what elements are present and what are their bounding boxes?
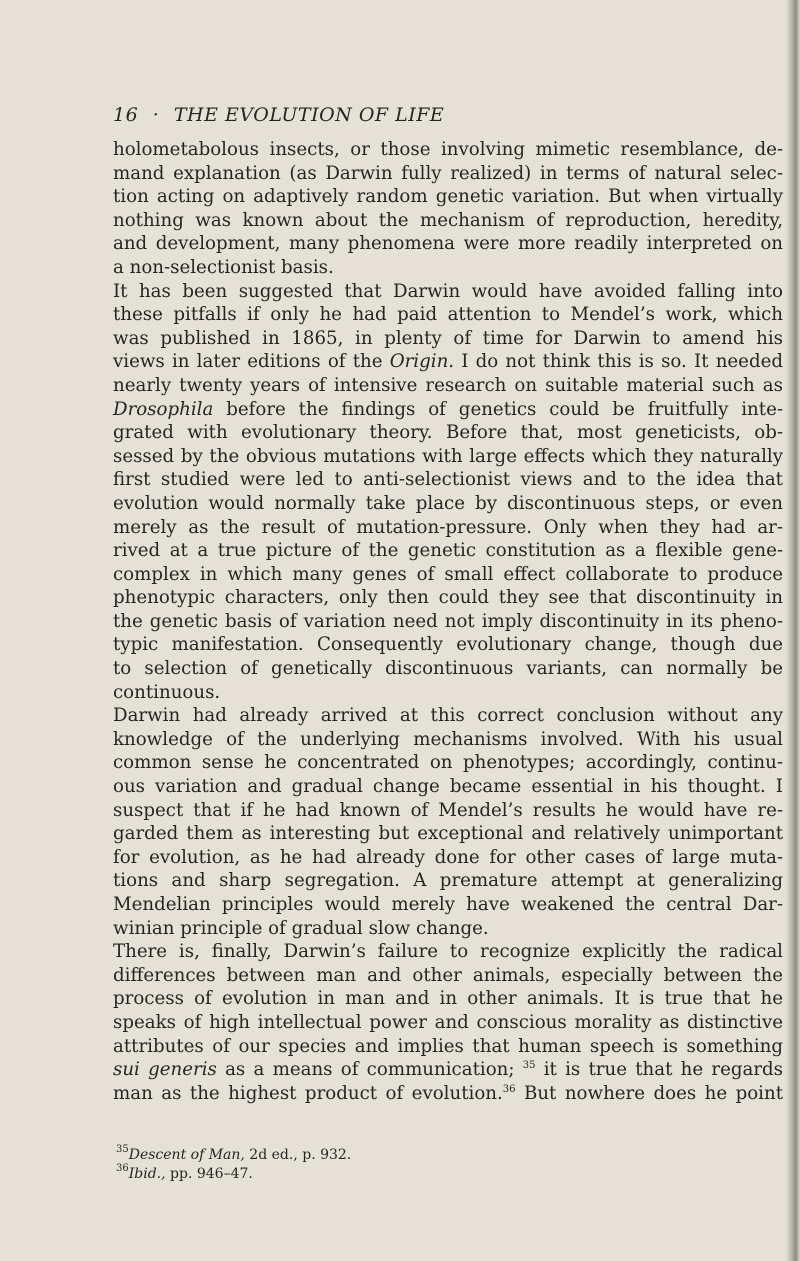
text-line: [113, 516, 783, 540]
text-line: [113, 822, 783, 846]
text-run: these pitfalls if only he had paid attention to Mendel’s work, which: [113, 304, 783, 326]
body-text: [113, 138, 783, 1105]
text-run: views in later editions of the: [113, 351, 390, 373]
footnote-35: [116, 1146, 351, 1164]
text-line: [113, 256, 783, 280]
footnote-text: pp. 946–47.: [165, 1166, 253, 1182]
running-header: [113, 104, 444, 126]
text-run: and development, many phenomena were more readily interpreted on: [113, 233, 783, 255]
text-run: for evolution, as he had already done for other cases of large muta-: [113, 846, 783, 868]
text-line: [113, 893, 783, 917]
text-run: sessed by the obvious mutations with large effects which they naturally: [113, 445, 783, 467]
text-line: [113, 940, 783, 964]
running-title: THE EVOLUTION OF LIFE: [173, 104, 445, 126]
text-line: [113, 846, 783, 870]
text-run: nearly twenty years of intensive research on suitable material such as: [113, 374, 783, 396]
text-run: as a means of communication;: [216, 1059, 523, 1081]
text-run: complex in which many genes of small effect collaborate to produce: [113, 563, 783, 585]
text-run: merely as the result of mutation-pressure. Only when they had ar-: [113, 516, 783, 538]
footnote-title: Descent of Man,: [128, 1147, 245, 1163]
header-separator: ·: [152, 104, 160, 126]
text-run: evolution would normally take place by discontinuous steps, or even: [113, 492, 783, 514]
text-line: [113, 350, 783, 374]
text-line: [113, 1011, 783, 1035]
text-run: the genetic basis of variation need not imply discontinuity in its pheno-: [113, 610, 783, 632]
text-line: [113, 185, 783, 209]
text-run: Mendelian principles would merely have weakened the central Dar-: [113, 894, 783, 915]
footnote-36: [116, 1165, 253, 1183]
text-line: [113, 751, 783, 775]
text-line: [113, 610, 783, 634]
text-run: a non-selectionist basis.: [113, 256, 334, 278]
footnote-text: 2d ed., p. 932.: [244, 1147, 352, 1163]
text-run: rived at a true picture of the genetic constitution as a flexible gene-: [113, 540, 783, 562]
text-line: [113, 303, 783, 327]
text-run: tion acting on adaptively random genetic variation. But when virtually: [113, 186, 783, 208]
text-run: winian principle of gradual slow change.: [113, 917, 489, 939]
text-line: [113, 799, 783, 823]
footnote-reference: 35: [522, 1060, 536, 1072]
footnote-title: Ibid.,: [128, 1166, 166, 1182]
text-run: There is, finally, Darwin’s failure to recognize explicitly the radical: [113, 941, 783, 963]
text-line: [113, 468, 783, 492]
text-run: garded them as interesting but exceptional and relatively unimportant: [113, 823, 783, 845]
text-line: [113, 775, 783, 799]
text-run: I do not think this is so. It needed: [454, 351, 783, 373]
text-line: [113, 704, 783, 728]
text-line: [113, 1058, 783, 1082]
text-line: [113, 280, 783, 304]
text-line: [113, 327, 783, 351]
text-line: [113, 138, 783, 162]
text-run: holometabolous insects, or those involving mimetic resemblance, de-: [113, 139, 783, 160]
text-run: continuous.: [113, 681, 221, 703]
paragraph: [113, 940, 783, 1105]
text-run: ous variation and gradual change became essential in his thought. I: [113, 776, 783, 798]
text-line: [113, 539, 783, 563]
text-line: [113, 563, 783, 587]
text-line: [113, 421, 783, 445]
text-line: [113, 162, 783, 186]
paragraph: [113, 704, 783, 940]
text-line: [113, 445, 783, 469]
text-line: [113, 681, 783, 705]
page-edge-shadow: [786, 0, 800, 1261]
page-number: 16: [113, 104, 139, 126]
text-run: it is true that he regards: [535, 1059, 783, 1081]
text-line: [113, 1082, 783, 1106]
text-line: [113, 1035, 783, 1059]
paragraph: [113, 138, 783, 280]
text-line: [113, 657, 783, 681]
text-line: [113, 917, 783, 941]
text-run: mand explanation (as Darwin fully realized) in terms of natural selec-: [113, 162, 783, 184]
text-run: phenotypic characters, only then could they see that discontinuity in: [113, 587, 783, 609]
text-run: first studied were led to anti-selectionist views and to the idea that: [113, 469, 783, 491]
text-line: [113, 209, 783, 233]
text-run: process of evolution in man and in other animals. It is true that he: [113, 988, 783, 1010]
text-line: [113, 398, 783, 422]
text-run: man as the highest product of evolution.: [113, 1082, 503, 1104]
text-line: [113, 633, 783, 657]
text-line: [113, 232, 783, 256]
text-line: [113, 492, 783, 516]
text-run: grated with evolutionary theory. Before that, most geneticists, ob-: [113, 422, 783, 444]
text-run: tions and sharp segregation. A premature attempt at generalizing: [113, 870, 783, 892]
text-run: common sense he concentrated on phenotypes; accordingly, continu-: [113, 752, 783, 774]
text-line: [113, 964, 783, 988]
text-line: [113, 869, 783, 893]
text-run: was published in 1865, in plenty of time for Darwin to amend his: [113, 327, 783, 349]
text-run: to selection of genetically discontinuous variants, can normally be: [113, 658, 783, 680]
text-run: differences between man and other animals, especially between the: [113, 964, 783, 986]
text-run: suspect that if he had known of Mendel’s results he would have re-: [113, 799, 783, 821]
text-run: knowledge of the underlying mechanisms involved. With his usual: [113, 728, 783, 750]
text-run: speaks of high intellectual power and conscious morality as distinctive: [113, 1011, 783, 1033]
paragraph: [113, 280, 783, 705]
footnote-reference: 36: [502, 1083, 516, 1095]
text-run: nothing was known about the mechanism of reproduction, heredity,: [113, 209, 783, 231]
text-line: [113, 374, 783, 398]
italic-text: Drosophila: [113, 398, 214, 420]
text-run: It has been suggested that Darwin would have avoided falling into: [113, 280, 783, 302]
text-run: typic manifestation. Consequently evolutionary change, though due: [113, 634, 783, 656]
footnote-mark: 36: [116, 1163, 129, 1174]
text-run: But nowhere does he point: [515, 1082, 784, 1104]
italic-text: sui generis: [113, 1059, 217, 1081]
text-run: attributes of our species and implies that human speech is something: [113, 1035, 783, 1057]
text-line: [113, 987, 783, 1011]
italic-text: Origin.: [389, 351, 455, 373]
footnote-mark: 35: [116, 1144, 129, 1155]
text-line: [113, 728, 783, 752]
text-line: [113, 586, 783, 610]
text-run: before the findings of genetics could be fruitfully inte-: [213, 398, 783, 420]
text-run: Darwin had already arrived at this correct conclusion without any: [113, 705, 783, 727]
